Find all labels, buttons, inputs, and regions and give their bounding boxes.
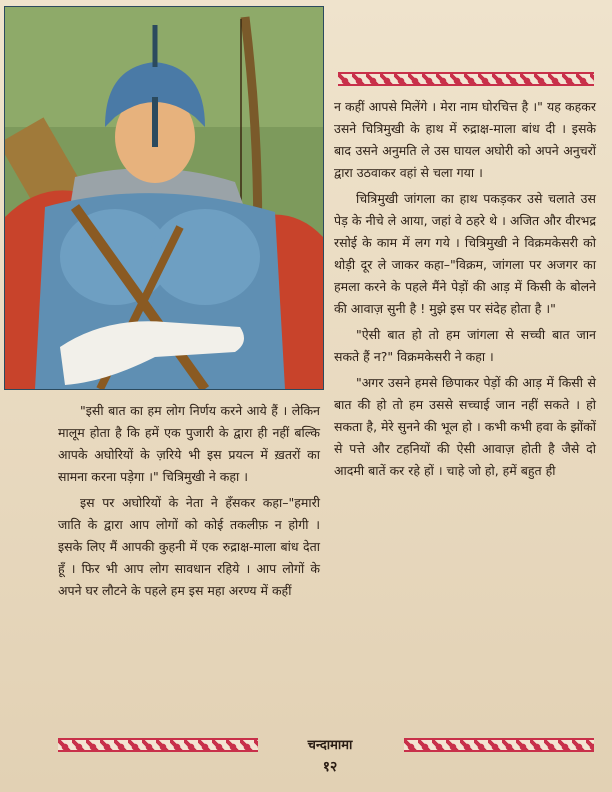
paragraph: न कहीं आपसे मिलेंगे । मेरा नाम घोरचित्त है ।" यह कहकर उसने चित्रिमुखी के हाथ में रुद्राक्ष-माला बांध दी । इसके बाद उसने अनुमति ले उस घायल अघोरी को अपने अनुचरों द्वारा उठवाकर वहां से चला गया । — [334, 99, 596, 180]
paragraph: चित्रिमुखी जांगला का हाथ पकड़कर उसे चलाते उस पेड़ के नीचे ले आया, जहां वे ठहरे थे । अजित और वीरभद्र रसोई के काम में लग गये । चित्रिमुखी ने विक्रमकेसरी को थोड़ी दूर ले जाकर कहा–"विक्रम, जांगला पर अजगर का हमला करने के पहले मैंने पेड़ों की आड़ में किसी के बोलने की आवाज़ सुनी है ! मुझे इस पर संदेह होता है ।" — [334, 191, 596, 316]
decorative-border-bottom-left — [58, 738, 258, 752]
paragraph: "इसी बात का हम लोग निर्णय करने आये हैं । लेकिन मालूम होता है कि हमें एक पुजारी के द्वारा ही नहीं बल्कि आपके अघोरियों के ज़रिये भी इस प्रयत्न में ख़तरों का सामना करना पड़ेगा ।" चित्रिमुखी ने कहा । — [58, 403, 320, 484]
decorative-border-top — [338, 72, 594, 86]
magazine-title: चन्दामामा — [307, 738, 353, 753]
decorative-border-bottom-right — [404, 738, 594, 752]
page-number: १२ — [322, 759, 338, 775]
warrior-picture — [5, 7, 323, 389]
warrior-illustration — [4, 6, 324, 390]
paragraph: "अगर उसने हमसे छिपाकर पेड़ों की आड़ में किसी से बात की हो तो हम उससे सच्चाई जान नहीं सकते । हो सकता है, मेरे सुनने की भूल हो । कभी कभी हवा के झोंकों से पत्ते और टहनियों की ऐसी आवाज़ होती है जैसे दो आदमी बातें कर रहे हों । चाहे जो हो, हमें बहुत ही — [334, 375, 596, 478]
left-text-column — [58, 400, 320, 606]
paragraph: "ऐसी बात हो तो हम जांगला से सच्ची बात जान सकते हैं न?" विक्रमकेसरी ने कहा । — [334, 327, 596, 364]
right-text-column — [334, 96, 596, 486]
paragraph: इस पर अघोरियों के नेता ने हँसकर कहा–"हमारी जाति के द्वारा आप लोगों को कोई तकलीफ़ न होगी । इसके लिए मैं आपकी कुहनी में एक रुद्राक्ष-माला बांध देता हूँ । फिर भी आप लोग सावधान रहिये । आप लोगों के अपने घर लौटने के पहले हम इस महा अरण्य में कहीं — [58, 495, 320, 598]
